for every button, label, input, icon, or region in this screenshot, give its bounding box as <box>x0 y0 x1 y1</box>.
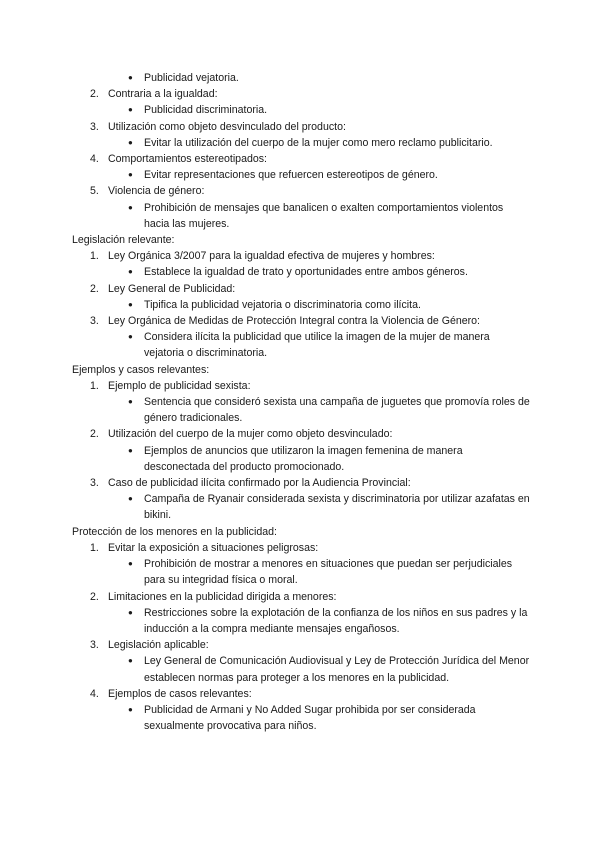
item-number: 3. <box>90 120 99 133</box>
item-text: Legislación aplicable: <box>108 639 209 652</box>
bullet-item <box>72 556 530 588</box>
item-text: Violencia de género: <box>108 185 205 198</box>
section-heading: Legislación relevante: <box>72 234 175 247</box>
item-number: 2. <box>90 428 99 441</box>
item-text: Utilización del cuerpo de la mujer como objeto desvinculado: <box>108 428 393 441</box>
item-text: Caso de publicidad ilícita confirmado por la Audiencia Provincial: <box>108 477 411 490</box>
document-body <box>72 70 530 734</box>
numbered-item <box>72 183 530 199</box>
bullet-item <box>72 653 530 685</box>
item-number: 3. <box>90 639 99 652</box>
bullet-icon: ● <box>128 73 133 82</box>
bullet-item <box>72 491 530 523</box>
bullet-text: Establece la igualdad de trato y oportunidades entre ambos géneros. <box>144 266 468 279</box>
bullet-text: Evitar la utilización del cuerpo de la mujer como mero reclamo publicitario. <box>144 136 493 149</box>
bullet-item <box>72 605 530 637</box>
item-number: 4. <box>90 687 99 700</box>
bullet-item <box>72 167 530 183</box>
item-number: 3. <box>90 477 99 490</box>
item-text: Ley Orgánica 3/2007 para la igualdad efectiva de mujeres y hombres: <box>108 250 435 263</box>
numbered-item <box>72 151 530 167</box>
numbered-item <box>72 281 530 297</box>
bullet-text: Tipifica la publicidad vejatoria o discriminatoria como ilícita. <box>144 298 421 311</box>
item-number: 2. <box>90 282 99 295</box>
item-text: Contraria a la igualdad: <box>108 88 218 101</box>
item-text: Evitar la exposición a situaciones peligrosas: <box>108 541 319 554</box>
bullet-text: Restricciones sobre la explotación de la confianza de los niños en sus padres y la inducción a la compra mediante mensajes engañosos. <box>144 606 528 635</box>
section-heading: Protección de los menores en la publicidad: <box>72 525 277 538</box>
item-number: 2. <box>90 88 99 101</box>
bullet-text: Publicidad discriminatoria. <box>144 104 268 117</box>
bullet-icon: ● <box>128 494 133 504</box>
item-text: Ejemplos de casos relevantes: <box>108 687 252 700</box>
bullet-text: Sentencia que consideró sexista una campaña de juguetes que promovía roles de género tradicionales. <box>144 396 530 425</box>
bullet-item <box>72 102 530 118</box>
numbered-item <box>72 637 530 653</box>
numbered-item <box>72 426 530 442</box>
bullet-icon: ● <box>128 656 133 666</box>
numbered-item <box>72 119 530 135</box>
numbered-item <box>72 248 530 264</box>
item-number: 5. <box>90 185 99 198</box>
bullet-icon: ● <box>128 202 133 212</box>
bullet-item <box>72 443 530 475</box>
numbered-item <box>72 378 530 394</box>
bullet-icon: ● <box>128 267 133 277</box>
bullet-icon: ● <box>128 607 133 617</box>
item-text: Ley Orgánica de Medidas de Protección Integral contra la Violencia de Género: <box>108 315 480 328</box>
item-number: 1. <box>90 379 99 392</box>
numbered-item <box>72 589 530 605</box>
item-text: Comportamientos estereotipados: <box>108 153 267 166</box>
item-number: 2. <box>90 590 99 603</box>
bullet-text: Prohibición de mostrar a menores en situaciones que puedan ser perjudiciales para su integridad física o moral. <box>144 558 513 587</box>
bullet-item <box>72 70 530 86</box>
bullet-text: Ejemplos de anuncios que utilizaron la imagen femenina de manera desconectada del producto promocionado. <box>144 444 463 473</box>
bullet-icon: ● <box>128 397 133 407</box>
bullet-text: Ley General de Comunicación Audiovisual y Ley de Protección Jurídica del Menor establecen normas para proteger a los menores en la publicidad. <box>144 655 530 684</box>
numbered-item <box>72 540 530 556</box>
bullet-text: Evitar representaciones que refuercen estereotipos de género. <box>144 169 438 182</box>
bullet-icon: ● <box>128 105 133 115</box>
bullet-icon: ● <box>128 170 133 180</box>
item-number: 1. <box>90 250 99 263</box>
item-text: Limitaciones en la publicidad dirigida a menores: <box>108 590 337 603</box>
bullet-icon: ● <box>128 299 133 309</box>
bullet-icon: ● <box>128 332 133 342</box>
bullet-item <box>72 200 530 232</box>
item-text: Utilización como objeto desvinculado del producto: <box>108 120 346 133</box>
bullet-text: Considera ilícita la publicidad que utilice la imagen de la mujer de manera vejatoria o discriminatoria. <box>144 331 490 360</box>
item-number: 3. <box>90 315 99 328</box>
numbered-item <box>72 686 530 702</box>
item-number: 4. <box>90 153 99 166</box>
bullet-text: Publicidad de Armani y No Added Sugar prohibida por ser considerada sexualmente provocativa para niños. <box>144 703 476 733</box>
item-text: Ejemplo de publicidad sexista: <box>108 379 251 392</box>
item-text: Ley General de Publicidad: <box>108 282 236 295</box>
numbered-item <box>72 313 530 329</box>
bullet-text: Prohibición de mensajes que banalicen o exalten comportamientos violentos hacia las mujeres. <box>144 201 504 230</box>
numbered-item <box>72 86 530 102</box>
item-number: 1. <box>90 541 99 554</box>
bullet-icon: ● <box>128 559 133 569</box>
section-heading: Ejemplos y casos relevantes: <box>72 363 210 376</box>
bullet-text: Publicidad vejatoria. <box>144 72 239 84</box>
bullet-icon: ● <box>128 445 133 455</box>
bullet-item <box>72 135 530 151</box>
bullet-item <box>72 394 530 426</box>
bullet-icon: ● <box>128 704 133 714</box>
bullet-text: Campaña de Ryanair considerada sexista y discriminatoria por utilizar azafatas en bikini. <box>144 493 530 522</box>
bullet-icon: ● <box>128 137 133 147</box>
bullet-item <box>72 264 530 280</box>
bullet-item <box>72 329 530 361</box>
numbered-item <box>72 475 530 491</box>
bullet-item <box>72 702 530 734</box>
bullet-item <box>72 297 530 313</box>
